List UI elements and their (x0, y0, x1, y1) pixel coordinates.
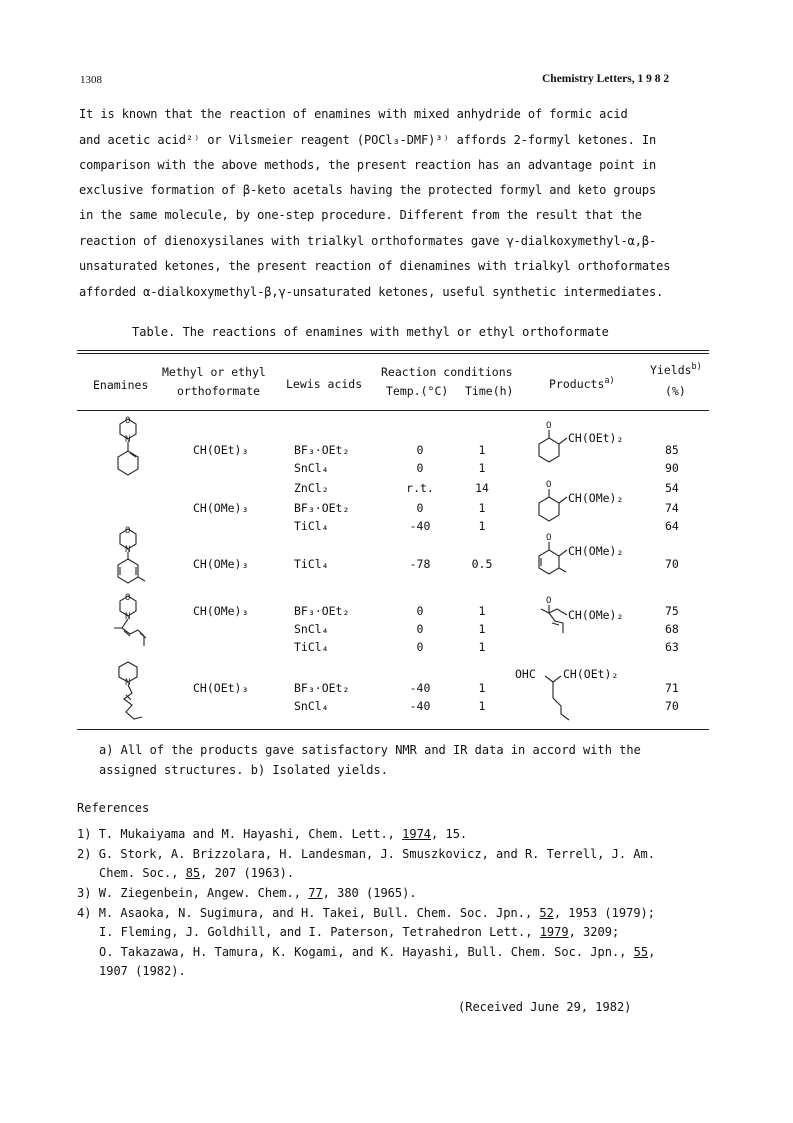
cell-time: 1 (478, 681, 486, 695)
cell-temp: -40 (409, 681, 431, 695)
cell-ortho: CH(OMe)₃ (193, 501, 249, 515)
reference-item: O. Takazawa, H. Tamura, K. Kogami, and K. Hayashi, Bull. Chem. Soc. Jpn., 55, (99, 945, 656, 959)
table-top-rule (77, 350, 709, 351)
reference-item: I. Fleming, J. Goldhill, and I. Paterson, Tetrahedron Lett., 1979, 3209; (99, 925, 620, 939)
cell-yield: 68 (665, 622, 679, 636)
cell-time: 1 (478, 640, 486, 654)
product-label-2: CH(OMe)₂ (568, 491, 624, 505)
enamine-structure-4 (108, 658, 158, 726)
cell-temp: 0 (416, 604, 424, 618)
cell-time: 1 (478, 443, 486, 457)
cell-yield: 64 (665, 519, 679, 533)
table-footnote: assigned structures. b) Isolated yields. (99, 763, 388, 777)
product-label-3: CH(OMe)₂ (568, 544, 624, 558)
table-caption: Table. The reactions of enamines with methyl or ethyl orthoformate (132, 325, 609, 339)
reference-item: 1907 (1982). (99, 964, 186, 978)
cell-yield: 54 (665, 481, 679, 495)
atom-o: O (546, 596, 552, 606)
header-yields-unit: (%) (665, 384, 686, 398)
cell-lewis: SnCl₄ (294, 461, 329, 475)
cell-temp: 0 (416, 443, 424, 457)
atom-o: O (125, 526, 131, 536)
reference-item: 3) W. Ziegenbein, Angew. Chem., 77, 380 (1965). (77, 886, 417, 900)
references-heading: References (77, 801, 150, 815)
header-products: Products$^{a)}$ (549, 376, 615, 391)
reference-item: 2) G. Stork, A. Brizzolara, H. Landesman, J. Smuszkovicz, and R. Terrell, J. Am. (77, 847, 655, 861)
cell-yield: 71 (665, 681, 679, 695)
product-label-4: CH(OMe)₂ (568, 608, 624, 622)
header-yields: Yields$^{b)}$ (650, 362, 702, 377)
cell-yield: 70 (665, 557, 679, 571)
cell-time: 1 (478, 461, 486, 475)
enamine-structure-2 (108, 525, 148, 595)
paragraph-line: It is known that the reaction of enamines with mixed anhydride of formic acid (79, 107, 628, 121)
header-enamines: Enamines (93, 378, 149, 392)
paragraph-line: comparison with the above methods, the present reaction has an advantage point in (79, 158, 657, 172)
cell-yield: 63 (665, 640, 679, 654)
cell-yield: 74 (665, 501, 679, 515)
product-structure-3 (535, 530, 655, 586)
header-conditions: Reaction conditions (381, 365, 513, 379)
journal-header: Chemistry Letters, 1 9 8 2 (542, 73, 670, 85)
cell-lewis: SnCl₄ (294, 699, 329, 713)
paragraph-line: and acetic acid²⁾ or Vilsmeier reagent (POCl₃-DMF)³⁾ affords 2-formyl ketones. In (79, 133, 657, 147)
paragraph-line: exclusive formation of β-keto acetals having the protected formyl and keto groups (79, 183, 657, 197)
cell-time: 1 (478, 519, 486, 533)
reference-item: 1) T. Mukaiyama and M. Hayashi, Chem. Lett., 1974, 15. (77, 827, 468, 841)
product-label-5: CH(OEt)₂ (563, 667, 619, 681)
atom-n: N (125, 545, 131, 555)
cell-lewis: ZnCl₂ (294, 481, 329, 495)
cell-temp: 0 (416, 461, 424, 475)
header-lewis: Lewis acids (286, 377, 363, 391)
product-structure-2 (535, 477, 655, 533)
atom-o: O (546, 533, 552, 543)
cell-temp: -40 (409, 519, 431, 533)
enamine-structure-3 (108, 592, 158, 654)
cell-ortho: CH(OEt)₃ (193, 443, 249, 457)
cell-temp: -40 (409, 699, 431, 713)
page-number: 1308 (80, 74, 102, 86)
cell-lewis: BF₃·OEt₂ (294, 604, 350, 618)
cell-time: 1 (478, 501, 486, 515)
cell-lewis: BF₃·OEt₂ (294, 681, 350, 695)
paragraph-line: in the same molecule, by one-step procedure. Different from the result that the (79, 208, 642, 222)
cell-lewis: TiCl₄ (294, 557, 329, 571)
cell-yield: 70 (665, 699, 679, 713)
cell-lewis: BF₃·OEt₂ (294, 501, 350, 515)
cell-lewis: BF₃·OEt₂ (294, 443, 350, 457)
atom-o: O (546, 480, 552, 490)
atom-n: N (125, 612, 131, 622)
cell-yield: 75 (665, 604, 679, 618)
cell-time: 0.5 (471, 557, 493, 571)
cell-ortho: CH(OMe)₃ (193, 557, 249, 571)
cell-temp: r.t. (406, 481, 434, 495)
product-structure-1 (535, 418, 655, 472)
atom-n: N (125, 678, 131, 688)
cell-time: 14 (475, 481, 489, 495)
cell-temp: 0 (416, 622, 424, 636)
cell-ortho: CH(OMe)₃ (193, 604, 249, 618)
cell-yield: 90 (665, 461, 679, 475)
reference-item: 4) M. Asaoka, N. Sugimura, and H. Takei, Bull. Chem. Soc. Jpn., 52, 1953 (1979); (77, 906, 655, 920)
table-header-rule (77, 410, 709, 411)
table-footnote: a) All of the products gave satisfactory NMR and IR data in accord with the (99, 743, 641, 757)
atom-n: N (125, 435, 131, 445)
header-ortho-1: Methyl or ethyl (162, 365, 266, 379)
table-top-rule-double (77, 353, 709, 354)
table-bottom-rule (77, 729, 709, 730)
cell-time: 1 (478, 604, 486, 618)
cell-time: 1 (478, 622, 486, 636)
product-label-1: CH(OEt)₂ (568, 431, 624, 445)
enamine-structure-1 (108, 415, 148, 485)
cell-temp: 0 (416, 501, 424, 515)
paragraph-line: afforded α-dialkoxymethyl-β,γ-unsaturated ketones, useful synthetic intermediates. (79, 285, 664, 299)
cell-lewis: TiCl₄ (294, 519, 329, 533)
paragraph-line: reaction of dienoxysilanes with trialkyl orthoformates gave γ-dialkoxymethyl-α,β- (79, 234, 657, 248)
atom-o: O (125, 416, 131, 426)
cell-time: 1 (478, 699, 486, 713)
reference-item: Chem. Soc., 85, 207 (1963). (99, 866, 295, 880)
atom-o: O (546, 421, 552, 431)
header-time: Time(h) (465, 384, 514, 398)
cell-lewis: TiCl₄ (294, 640, 329, 654)
cell-temp: 0 (416, 640, 424, 654)
paragraph-line: unsaturated ketones, the present reaction of dienamines with trialkyl orthoformates (79, 259, 671, 273)
product-extra-label: OHC (515, 667, 536, 681)
cell-temp: -78 (409, 557, 431, 571)
header-temp: Temp.(°C) (386, 384, 449, 398)
cell-yield: 85 (665, 443, 679, 457)
cell-ortho: CH(OEt)₃ (193, 681, 249, 695)
cell-lewis: SnCl₄ (294, 622, 329, 636)
atom-o: O (125, 593, 131, 603)
header-ortho-2: orthoformate (177, 384, 261, 398)
received-date: (Received June 29, 1982) (458, 1000, 632, 1014)
